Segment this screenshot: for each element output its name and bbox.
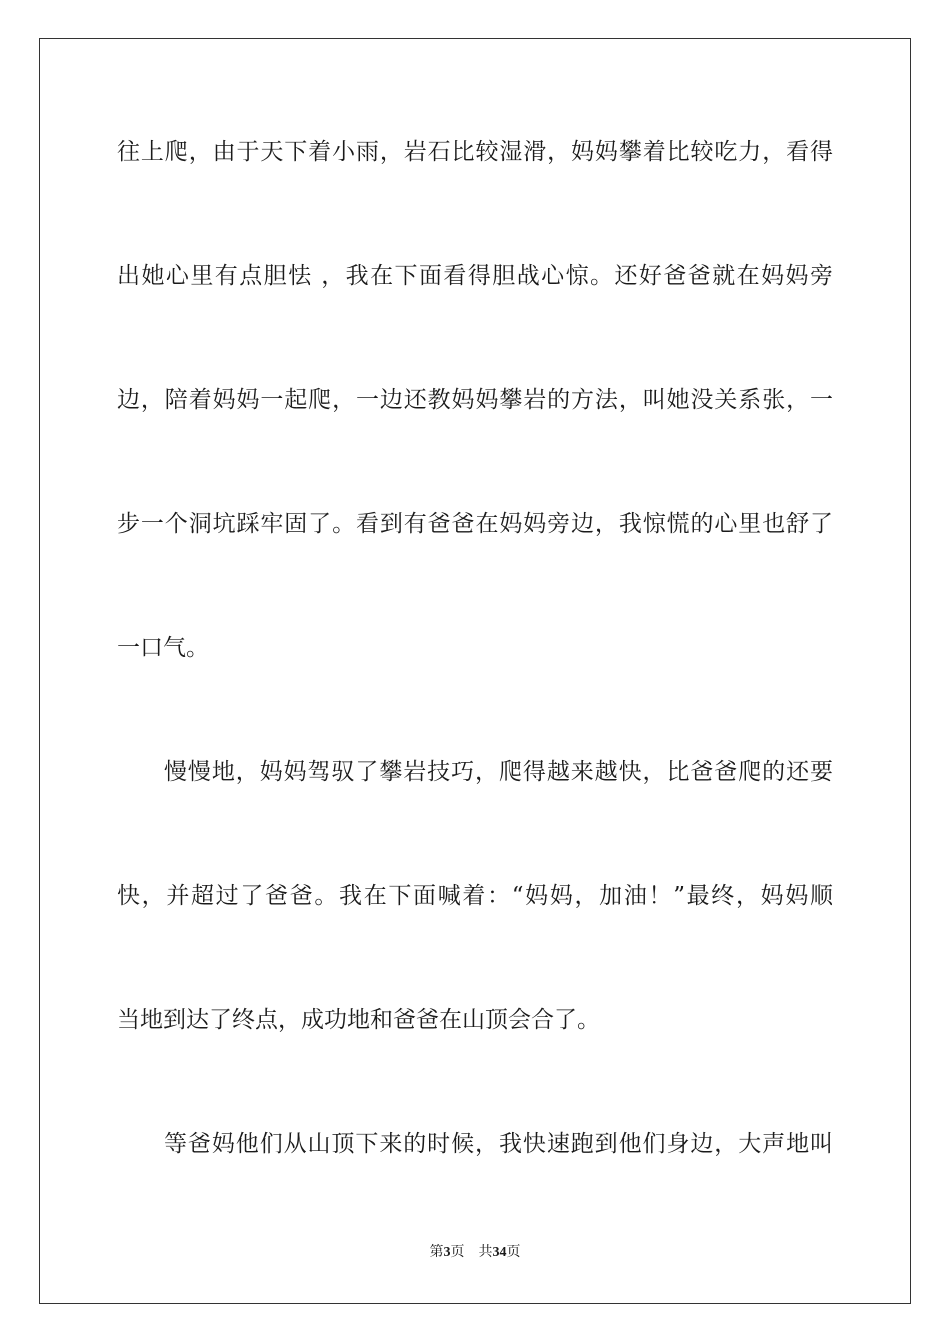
text-line-7: 快，并超过了爸爸。我在下面喊着：“妈妈，加油！”最终，妈妈顺 <box>117 883 833 909</box>
total-pages: 34 <box>492 1245 507 1260</box>
page-number: 3 <box>443 1245 451 1260</box>
text-line-3: 边，陪着妈妈一起爬，一边还教妈妈攀岩的方法，叫她没关系张，一 <box>117 387 833 413</box>
text-line-6: 慢慢地，妈妈驾驭了攀岩技巧，爬得越来越快，比爸爸爬的还要 <box>164 759 833 785</box>
text-line-9: 等爸妈他们从山顶下来的时候，我快速跑到他们身边，大声地叫 <box>164 1131 833 1157</box>
text-line-8: 当地到达了终点，成功地和爸爸在山顶会合了。 <box>117 1007 600 1033</box>
text-line-4: 步一个洞坑踩牢固了。看到有爸爸在妈妈旁边，我惊慌的心里也舒了 <box>117 511 833 537</box>
page-prefix: 第 <box>429 1245 444 1260</box>
page-footer <box>0 1243 950 1263</box>
text-line-2: 出她心里有点胆怯 ，我在下面看得胆战心惊。还好爸爸就在妈妈旁 <box>117 263 833 289</box>
page-suffix: 页 <box>450 1245 465 1260</box>
total-prefix: 共 <box>478 1245 493 1260</box>
page-frame <box>39 38 911 1304</box>
total-suffix: 页 <box>506 1245 521 1260</box>
text-line-5: 一口气。 <box>117 635 209 661</box>
text-line-1: 往上爬，由于天下着小雨，岩石比较湿滑，妈妈攀着比较吃力，看得 <box>117 139 833 165</box>
